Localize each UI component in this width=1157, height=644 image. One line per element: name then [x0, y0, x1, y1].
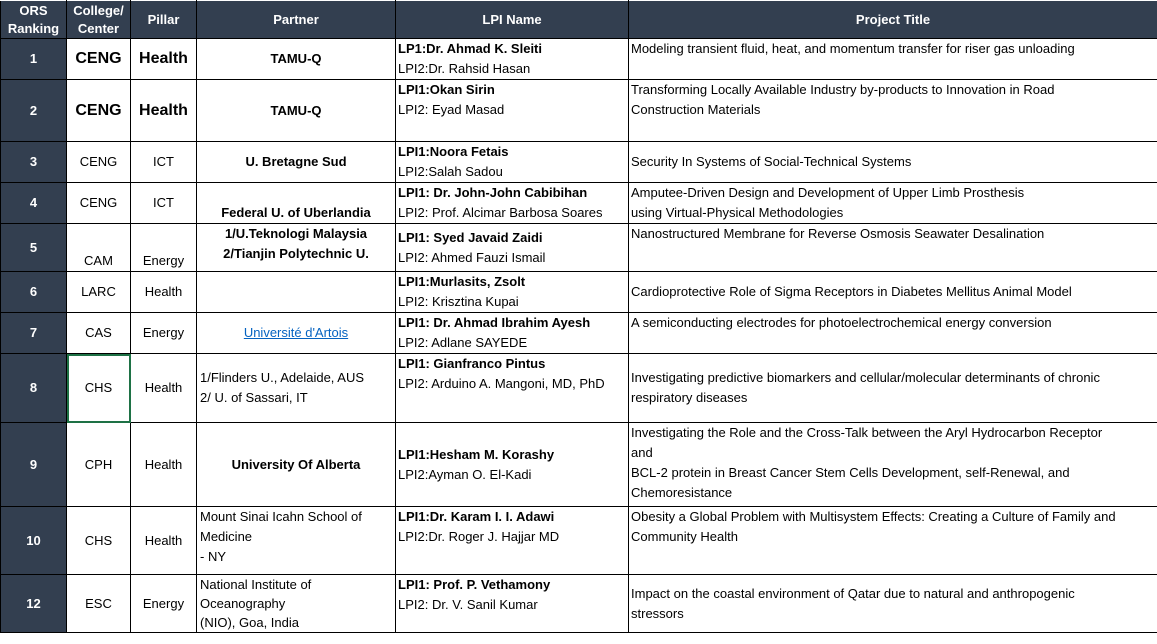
title-cell[interactable]: Transforming Locally Available Industry by-products to Innovation in Road Construction Materials: [629, 80, 1157, 142]
table-row: [1, 313, 1157, 354]
lpi-cell[interactable]: LPI1: Dr. Ahmad Ibrahim Ayesh LPI2: Adlane SAYEDE: [396, 313, 629, 354]
college-cell[interactable]: CENG: [67, 39, 131, 80]
lpi-cell[interactable]: LPI1: Dr. John-John Cabibihan LPI2: Prof. Alcimar Barbosa Soares: [396, 183, 629, 224]
table-row: [1, 423, 1157, 507]
partner-link[interactable]: [197, 313, 396, 354]
title-cell[interactable]: Investigating predictive biomarkers and cellular/molecular determinants of chronic respiratory diseases: [629, 354, 1157, 423]
pillar-cell[interactable]: ICT: [131, 183, 197, 224]
title-cell[interactable]: Impact on the coastal environment of Qatar due to natural and anthropogenic stressors: [629, 575, 1157, 633]
partner-cell[interactable]: National Institute of Oceanography (NIO), Goa, India: [197, 575, 396, 633]
college-cell[interactable]: CAS: [67, 313, 131, 354]
lpi-cell[interactable]: LPI1: Gianfranco Pintus LPI2: Arduino A. Mangoni, MD, PhD: [396, 354, 629, 423]
table-row: [1, 354, 1157, 423]
lpi-cell[interactable]: LPI1:Okan Sirin LPI2: Eyad Masad: [396, 80, 629, 142]
table-row: [1, 507, 1157, 575]
college-cell[interactable]: LARC: [67, 272, 131, 313]
partner-cell[interactable]: 1/U.Teknologi Malaysia 2/Tianjin Polytechnic U.: [197, 224, 396, 272]
rank-cell[interactable]: 5: [1, 224, 67, 272]
partner-cell[interactable]: [197, 272, 396, 313]
lpi-cell[interactable]: LPI1: Syed Javaid Zaidi LPI2: Ahmed Fauzi Ismail: [396, 224, 629, 272]
partner-link-text[interactable]: Université d'Artois: [243, 325, 349, 340]
partner-cell[interactable]: Federal U. of Uberlandia: [197, 183, 396, 224]
title-cell[interactable]: Nanostructured Membrane for Reverse Osmosis Seawater Desalination: [629, 224, 1157, 272]
rank-cell[interactable]: 8: [1, 354, 67, 423]
lpi-cell[interactable]: LPI1:Noora Fetais LPI2:Salah Sadou: [396, 142, 629, 183]
partner-cell[interactable]: University Of Alberta: [197, 423, 396, 507]
pillar-cell[interactable]: Health: [131, 80, 197, 142]
pillar-cell[interactable]: ICT: [131, 142, 197, 183]
rank-cell[interactable]: 3: [1, 142, 67, 183]
college-cell-selected[interactable]: CHS: [67, 354, 131, 423]
college-cell[interactable]: ESC: [67, 575, 131, 633]
college-cell[interactable]: CPH: [67, 423, 131, 507]
lpi-cell[interactable]: LPI1:Dr. Karam I. I. Adawi LPI2:Dr. Roger J. Hajjar MD: [396, 507, 629, 575]
header-partner[interactable]: Partner: [197, 1, 396, 39]
partner-cell[interactable]: 1/Flinders U., Adelaide, AUS 2/ U. of Sassari, IT: [197, 354, 396, 423]
college-cell[interactable]: CENG: [67, 80, 131, 142]
header-college-center[interactable]: College/ Center: [67, 1, 131, 39]
title-cell[interactable]: Investigating the Role and the Cross-Talk between the Aryl Hydrocarbon Receptor and BCL-2 protein in Breast Cancer Stem Cells Development, self-Renewal, and Chemoresistance: [629, 423, 1157, 507]
pillar-cell[interactable]: Health: [131, 507, 197, 575]
title-cell[interactable]: Modeling transient fluid, heat, and momentum transfer for riser gas unloading: [629, 39, 1157, 80]
rank-cell[interactable]: 1: [1, 39, 67, 80]
partner-cell[interactable]: U. Bretagne Sud: [197, 142, 396, 183]
header-pillar[interactable]: Pillar: [131, 1, 197, 39]
table-row: [1, 272, 1157, 313]
pillar-cell[interactable]: Energy: [131, 575, 197, 633]
pillar-cell[interactable]: Health: [131, 423, 197, 507]
pillar-cell[interactable]: Health: [131, 354, 197, 423]
pillar-cell[interactable]: Health: [131, 272, 197, 313]
rank-cell[interactable]: 6: [1, 272, 67, 313]
table-row: [1, 224, 1157, 272]
college-cell[interactable]: CENG: [67, 183, 131, 224]
lpi-cell[interactable]: LPI1:Hesham M. Korashy LPI2:Ayman O. El-Kadi: [396, 423, 629, 507]
title-cell[interactable]: A semiconducting electrodes for photoelectrochemical energy conversion: [629, 313, 1157, 354]
lpi-cell[interactable]: LP1:Dr. Ahmad K. Sleiti LPI2:Dr. Rahsid Hasan: [396, 39, 629, 80]
table-row: [1, 80, 1157, 142]
table-row: [1, 183, 1157, 224]
rank-cell[interactable]: 12: [1, 575, 67, 633]
college-cell[interactable]: CHS: [67, 507, 131, 575]
pillar-cell[interactable]: Health: [131, 39, 197, 80]
partner-cell[interactable]: TAMU-Q: [197, 39, 396, 80]
header-ors-ranking[interactable]: ORS Ranking: [1, 1, 67, 39]
college-cell[interactable]: CAM: [67, 224, 131, 272]
header-lpi-name[interactable]: LPI Name: [396, 1, 629, 39]
partner-cell[interactable]: Mount Sinai Icahn School of Medicine - NY: [197, 507, 396, 575]
rank-cell[interactable]: 7: [1, 313, 67, 354]
lpi-cell[interactable]: LPI1:Murlasits, Zsolt LPI2: Krisztina Kupai: [396, 272, 629, 313]
title-cell[interactable]: Security In Systems of Social-Technical Systems: [629, 142, 1157, 183]
rank-cell[interactable]: 9: [1, 423, 67, 507]
rank-cell[interactable]: 10: [1, 507, 67, 575]
pillar-cell[interactable]: Energy: [131, 224, 197, 272]
partner-cell[interactable]: TAMU-Q: [197, 80, 396, 142]
pillar-cell[interactable]: Energy: [131, 313, 197, 354]
lpi-cell[interactable]: LPI1: Prof. P. Vethamony LPI2: Dr. V. Sanil Kumar: [396, 575, 629, 633]
title-cell[interactable]: Obesity a Global Problem with Multisystem Effects: Creating a Culture of Family and Community Health: [629, 507, 1157, 575]
header-project-title[interactable]: Project Title: [629, 1, 1157, 39]
college-cell[interactable]: CENG: [67, 142, 131, 183]
table-row: [1, 142, 1157, 183]
table-row: [1, 39, 1157, 80]
table-row: [1, 575, 1157, 633]
title-cell[interactable]: Cardioprotective Role of Sigma Receptors in Diabetes Mellitus Animal Model: [629, 272, 1157, 313]
rank-cell[interactable]: 2: [1, 80, 67, 142]
title-cell[interactable]: Amputee-Driven Design and Development of Upper Limb Prosthesis using Virtual-Physical Methodologies: [629, 183, 1157, 224]
header-row: [1, 1, 1157, 39]
rank-cell[interactable]: 4: [1, 183, 67, 224]
